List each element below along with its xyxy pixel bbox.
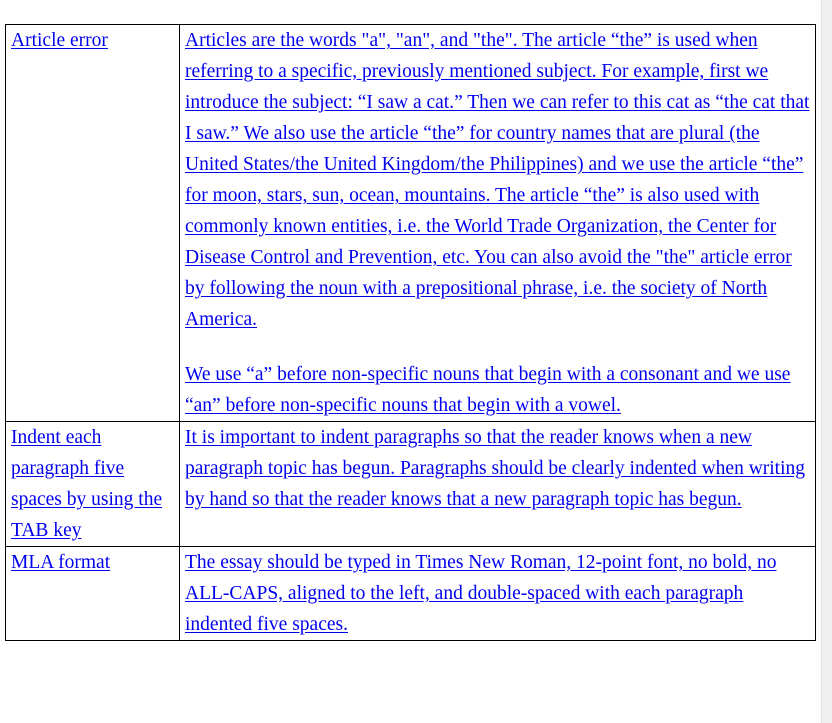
term-cell [6,422,180,547]
table-row-mla-format [6,547,816,641]
definition-cell [180,422,816,547]
definition-link-mla-format[interactable]: The essay should be typed in Times New Roman, 12-point font, no bold, no ALL-CAPS, aligned to the left, and double-spaced with each paragraph indented five spaces. [185,552,777,635]
table-row-indent [6,422,816,547]
term-cell [6,25,180,422]
paragraph-spacer [185,335,813,359]
definition-link-indent[interactable]: It is important to indent paragraphs so that the reader knows when a new paragraph topic has begun. Paragraphs should be clearly indented when writing by hand so that the reader knows that a new paragraph topic has begun. [185,427,806,510]
term-link-indent[interactable]: Indent each paragraph five spaces by using the TAB key [11,427,163,541]
definition-link-article-error-2[interactable]: We use “a” before non-specific nouns that begin with a consonant and we use “an” before non-specific nouns that begin with a vowel. [185,364,791,416]
term-cell [6,547,180,641]
definition-cell [180,25,816,422]
table-row-article-error [6,25,816,422]
term-link-article-error[interactable]: Article error [11,30,108,51]
definition-cell [180,547,816,641]
definition-link-article-error-1[interactable]: Articles are the words "a", "an", and "the". The article “the” is used when referring to a specific, previously mentioned subject. For example, first we introduce the subject: “I saw a cat.” Then we can refer to this cat as “the cat that I saw.” We also use the article “the” for country names that are plural (the United States/the United Kingdom/the Philippines) and we use the article “the” for moon, stars, sun, ocean, mountains. The article “the” is also used with commonly known entities, i.e. the World Trade Organization, the Center for Disease Control and Prevention, etc. You can also avoid the "the" article error by following the noun with a prepositional phrase, i.e. the society of North America. [185,30,810,330]
scrollbar-track[interactable] [821,0,832,723]
grammar-rules-table [5,24,816,641]
term-link-mla-format[interactable]: MLA format [11,552,111,573]
